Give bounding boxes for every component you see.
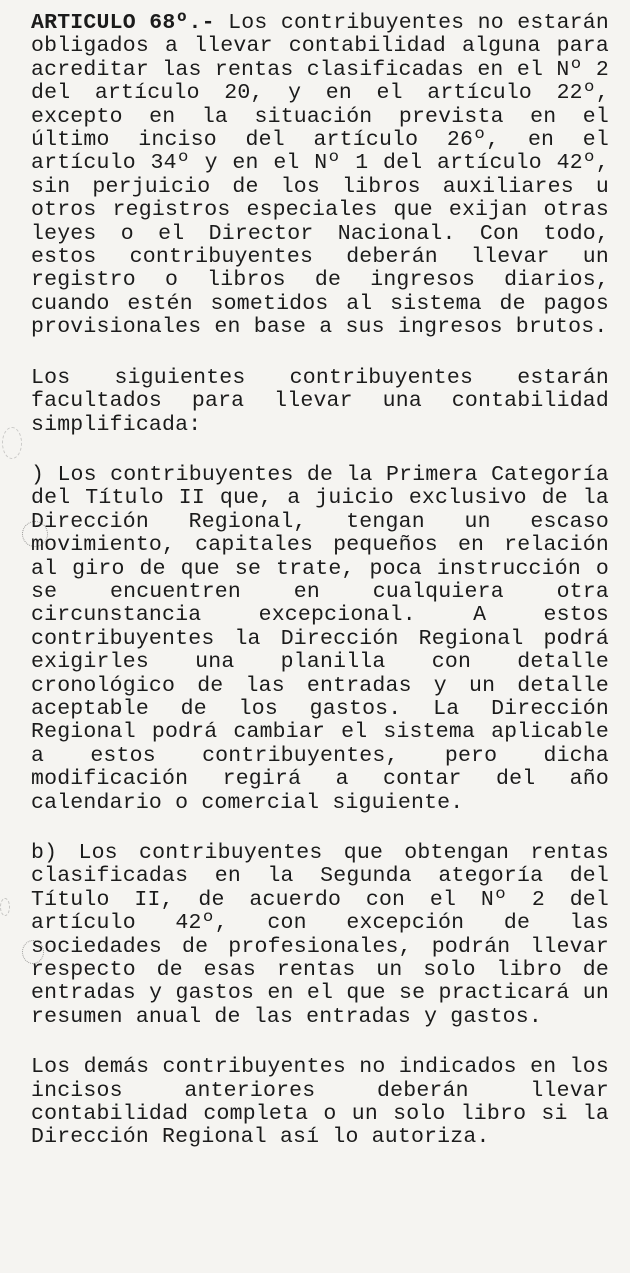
scan-mark: [0, 898, 10, 916]
paragraph-simplified-accounting-intro: Los siguientes contribuyentes estarán facultados para llevar una contabilidad simplificada:: [31, 365, 609, 437]
paragraph-other-contributors: Los demás contribuyentes no indicados en los incisos anteriores deberán llevar contabilidad completa o un solo libro si la Dirección Regional así lo autoriza.: [31, 1055, 609, 1150]
paragraph-article-68: [31, 12, 609, 340]
article-heading: ARTICULO 68º.-: [31, 11, 215, 35]
scan-mark: [2, 427, 22, 459]
paragraph-text: Los contribuyentes no estarán obligados a llevar contabilidad alguna para acreditar las rentas clasificadas en el Nº 2 del artículo 20, y en el artículo 22º, excepto en la situación prevista en el último inciso del artículo 26º, en el artículo 34º y en el Nº 1 del artículo 42º, sin perjuicio de los libros auxiliares u otros registros especiales que exijan otras leyes o el Director Nacional. Con todo, estos contribuyentes deberán llevar un registro o libros de ingresos diarios, cuando estén sometidos al sistema de pagos provisionales en base a sus ingresos brutos.: [31, 11, 609, 340]
paragraph-item-a: ) Los contribuyentes de la Primera Categoría del Título II que, a juicio exclusivo de la Dirección Regional, tengan un escaso movimiento, capitales pequeños en relación al giro de que se trate, poca instrucción o se encuentren en cualquiera otra circunstancia excepcional. A estos contribuyentes la Dirección Regional podrá exigirles una planilla con detalle cronológico de las entradas y un detalle aceptable de los gastos. La Dirección Regional podrá cambiar el sistema aplicable a estos contribuyentes, pero dicha modificación regirá a contar del año calendario o comercial siguiente.: [31, 462, 609, 815]
document-body: [31, 12, 609, 1150]
paragraph-item-b: b) Los contribuyentes que obtengan rentas clasificadas en la Segunda ategoría del Título II, de acuerdo con el Nº 2 del artículo 42º, con excepción de las sociedades de profesionales, podrán llevar respecto de esas rentas un solo libro de entradas y gastos en el que se practicará un resumen anual de las entradas y gastos.: [31, 841, 609, 1029]
